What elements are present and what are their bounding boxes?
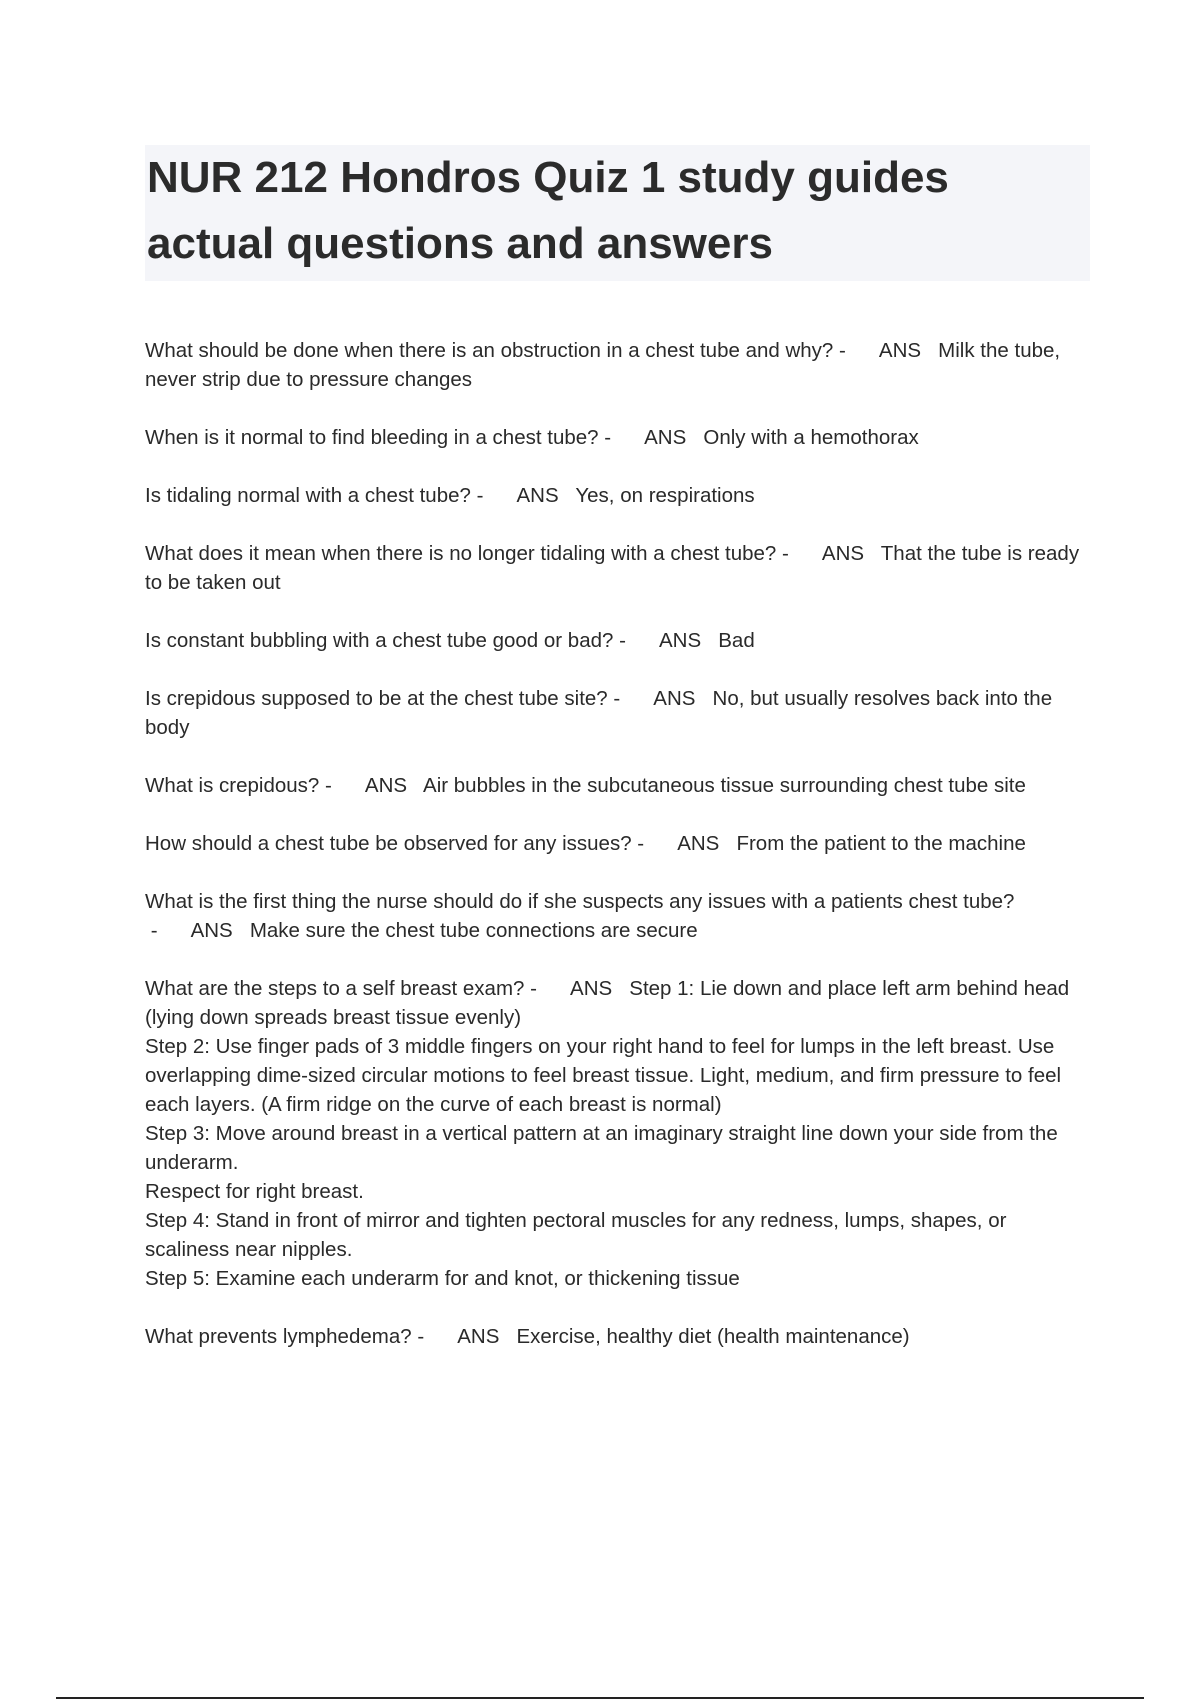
answer-text: Air bubbles in the subcutaneous tissue surrounding chest tube site xyxy=(423,774,1026,797)
ans-label: ANS xyxy=(821,542,881,565)
answer-text: Make sure the chest tube connections are secure xyxy=(249,919,698,942)
ans-label: ANS xyxy=(516,484,576,507)
separator: - xyxy=(607,687,654,710)
ans-label: ANS xyxy=(457,1325,517,1348)
question-text: When is it normal to find bleeding in a chest tube? xyxy=(145,426,599,449)
separator: - xyxy=(319,774,365,797)
answer-step-line: Step 4: Stand in front of mirror and tighten pectoral muscles for any redness, lumps, shapes, or scaliness near nipples. xyxy=(145,1209,1007,1261)
ans-label: ANS xyxy=(653,687,713,710)
question-text: How should a chest tube be observed for any issues? xyxy=(145,832,632,855)
qa-item xyxy=(145,829,1095,858)
question-text: Is tidaling normal with a chest tube? xyxy=(145,484,471,507)
separator: - xyxy=(776,542,822,565)
question-text: Is constant bubbling with a chest tube good or bad? xyxy=(145,629,614,652)
question-text: What should be done when there is an obstruction in a chest tube and why? xyxy=(145,339,834,362)
separator: - xyxy=(598,426,645,449)
separator: - xyxy=(145,919,191,942)
qa-item xyxy=(145,684,1095,742)
answer-text: Milk the tube, never strip due to pressure changes xyxy=(145,339,1061,391)
answer-text: From the patient to the machine xyxy=(736,832,1026,855)
separator: - xyxy=(613,629,659,652)
separator: - xyxy=(631,832,678,855)
qa-item xyxy=(145,887,1095,945)
answer-text: Step 1: Lie down and place left arm behind head (lying down spreads breast tissue evenly) xyxy=(145,977,1070,1029)
question-text: Is crepidous supposed to be at the chest tube site? xyxy=(145,687,608,710)
answer-step-line: Step 3: Move around breast in a vertical pattern at an imaginary straight line down your side from the underarm. xyxy=(145,1122,1058,1174)
separator: - xyxy=(411,1325,458,1348)
answer-step-line: Respect for right breast. xyxy=(145,1180,364,1203)
separator: - xyxy=(470,484,517,507)
qa-list xyxy=(145,336,1095,1380)
answer-text: Only with a hemothorax xyxy=(703,426,919,449)
separator: - xyxy=(833,339,879,362)
qa-item xyxy=(145,771,1095,800)
answer-text: That the tube is ready to be taken out xyxy=(145,542,1080,594)
answer-text: Bad xyxy=(718,629,755,652)
separator: - xyxy=(524,977,571,1000)
question-text: What is the first thing the nurse should do if she suspects any issues with a patients chest tube? xyxy=(145,890,1015,913)
ans-label: ANS xyxy=(677,832,737,855)
ans-label: ANS xyxy=(644,426,704,449)
qa-item xyxy=(145,423,1095,452)
qa-item xyxy=(145,336,1095,394)
ans-label: ANS xyxy=(364,774,424,797)
question-text: What are the steps to a self breast exam? xyxy=(145,977,525,1000)
answer-text: Exercise, healthy diet (health maintenance) xyxy=(516,1325,910,1348)
question-text: What is crepidous? xyxy=(145,774,320,797)
qa-item xyxy=(145,1322,1095,1351)
qa-item xyxy=(145,481,1095,510)
question-text: What prevents lymphedema? xyxy=(145,1325,412,1348)
ans-label: ANS xyxy=(190,919,250,942)
qa-item xyxy=(145,626,1095,655)
qa-item xyxy=(145,539,1095,597)
title-line-1: NUR 212 Hondros Quiz 1 study guides xyxy=(147,153,949,202)
ans-label: ANS xyxy=(659,629,719,652)
ans-label: ANS xyxy=(878,339,939,362)
ans-label: ANS xyxy=(570,977,630,1000)
question-text: What does it mean when there is no longer tidaling with a chest tube? xyxy=(145,542,777,565)
footer-divider xyxy=(56,1697,1144,1699)
answer-step-line: Step 5: Examine each underarm for and knot, or thickening tissue xyxy=(145,1267,740,1290)
answer-text: Yes, on respirations xyxy=(575,484,755,507)
title-line-2: actual questions and answers xyxy=(147,219,773,268)
answer-text: No, but usually resolves back into the body xyxy=(145,687,1053,739)
answer-step-line: Step 2: Use finger pads of 3 middle fingers on your right hand to feel for lumps in the left breast. Use overlapping dime-sized circular motions to feel breast tissue. Light, medium, and firm pressure to feel each layers. (A firm ridge on the curve of each breast is normal) xyxy=(145,1035,1062,1116)
document-title xyxy=(145,145,1090,281)
qa-item xyxy=(145,974,1095,1293)
